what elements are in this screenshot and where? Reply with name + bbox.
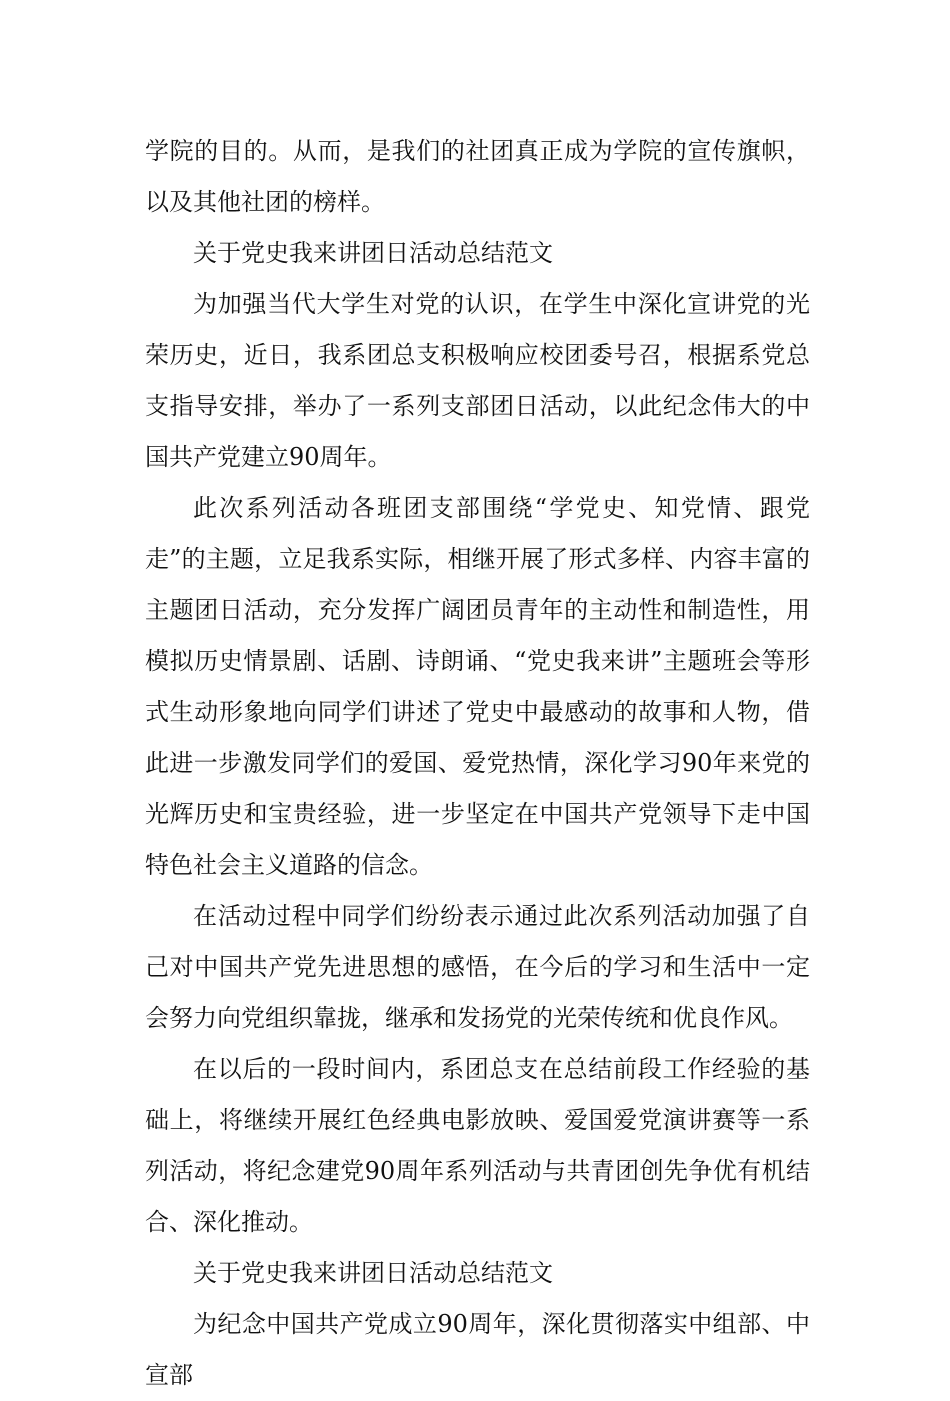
- body-paragraph: 为加强当代大学生对党的认识，在学生中深化宣讲党的光荣历史，近日，我系团总支积极响应校团委号召，根据系党总支指导安排，举办了一系列支部团日活动，以此纪念伟大的中国共产党建立90周年。: [145, 290, 810, 471]
- continued-paragraph: 学院的目的。从而，是我们的社团真正成为学院的宣传旗帜，以及其他社团的榜样。: [145, 137, 810, 216]
- document-body: [145, 126, 810, 1401]
- body-paragraph: 在活动过程中同学们纷纷表示通过此次系列活动加强了自己对中国共产党先进思想的感悟，在今后的学习和生活中一定会努力向党组织靠拢，继承和发扬党的光荣传统和优良作风。: [145, 902, 810, 1032]
- section-heading: 关于党史我来讲团日活动总结范文: [193, 239, 553, 267]
- section-heading: 关于党史我来讲团日活动总结范文: [193, 1259, 553, 1287]
- body-paragraph: 为纪念中国共产党成立90周年，深化贯彻落实中组部、中宣部: [145, 1310, 810, 1389]
- body-paragraph: 在以后的一段时间内，系团总支在总结前段工作经验的基础上，将继续开展红色经典电影放映、爱国爱党演讲赛等一系列活动，将纪念建党90周年系列活动与共青团创先争优有机结合、深化推动。: [145, 1055, 810, 1236]
- body-paragraph: 此次系列活动各班团支部围绕“学党史、知党情、跟党走”的主题，立足我系实际，相继开展了形式多样、内容丰富的主题团日活动，充分发挥广阔团员青年的主动性和制造性，用模拟历史情景剧、话剧、诗朗诵、“党史我来讲”主题班会等形式生动形象地向同学们讲述了党史中最感动的故事和人物，借此进一步激发同学们的爱国、爱党热情，深化学习90年来党的光辉历史和宝贵经验，进一步坚定在中国共产党领导下走中国特色社会主义道路的信念。: [145, 494, 810, 879]
